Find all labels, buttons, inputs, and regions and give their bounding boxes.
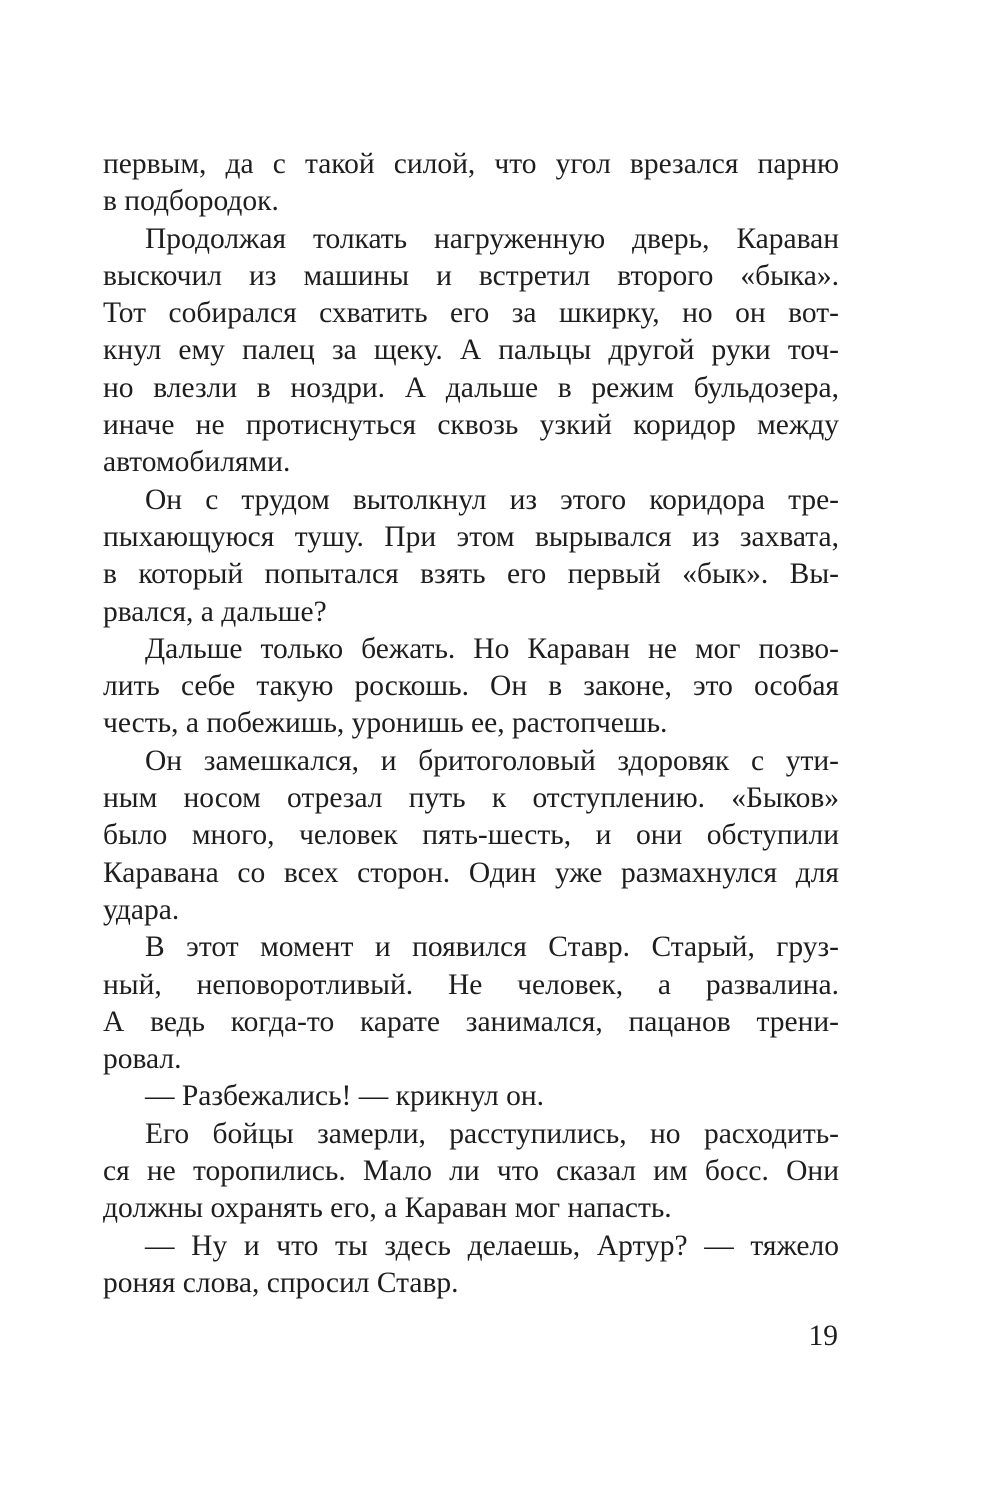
text-line: в который попытался взять его первый «бык». Вы- [103,558,839,591]
text-line: ровал. [103,1043,182,1076]
text-line: выскочил из машины и встретил второго «быка». [103,259,839,292]
text-line: Его бойцы замерли, расступились, но расходить- [145,1117,839,1150]
text-line: ный, неповоротливый. Не человек, а развалина. [103,968,839,1001]
text-line: Каравана со всех сторон. Один уже размахнулся для [103,856,839,889]
text-line: роняя слова, спросил Ставр. [103,1266,459,1299]
text-line: Он замешкался, и бритоголовый здоровяк с ути- [145,744,839,777]
text-line: В этот момент и появился Ставр. Старый, груз- [145,931,839,964]
text-line: было много, человек пять-шесть, и они обступили [103,819,839,852]
text-line: Продолжая толкать нагруженную дверь, Караван [145,222,839,255]
text-line: удара. [103,893,180,926]
text-line: иначе не протиснуться сквозь узкий коридор между [103,409,839,442]
text-line: первым, да с такой силой, что угол врезался парню [103,148,839,180]
text-line: Дальше только бежать. Но Караван не мог позво- [145,632,839,665]
text-line: ся не торопились. Мало ли что сказал им босс. Они [103,1155,839,1188]
text-line: автомобилями. [103,446,291,479]
text-line: — Разбежались! — крикнул он. [145,1080,545,1113]
text-line: ным носом отрезал путь к отступлению. «Быков» [103,782,839,815]
text-line: рвался, а дальше? [103,595,327,628]
text-line: Тот собирался схватить его за шкирку, но он вот- [103,297,839,330]
text-line: — Ну и что ты здесь делаешь, Артур? — тяжело [145,1229,839,1262]
text-line: Он с трудом вытолкнул из этого коридора тре- [145,483,839,516]
body-text [103,146,839,1302]
text-line: А ведь когда-то карате занимался, пацанов трени- [103,1005,839,1038]
text-line: честь, а побежишь, уронишь ее, растопчешь. [103,707,668,740]
text-line: но влезли в ноздри. А дальше в режим бульдозера, [103,371,839,404]
text-line: пыхающуюся тушу. При этом вырывался из захвата, [103,520,839,553]
text-line: в подбородок. [103,185,279,218]
text-line: должны охранять его, а Караван мог напасть. [103,1192,672,1225]
text-line: кнул ему палец за щеку. А пальцы другой руки точ- [103,334,839,367]
page-number: 19 [808,1320,838,1352]
text-line: лить себе такую роскошь. Он в законе, это особая [103,670,839,703]
